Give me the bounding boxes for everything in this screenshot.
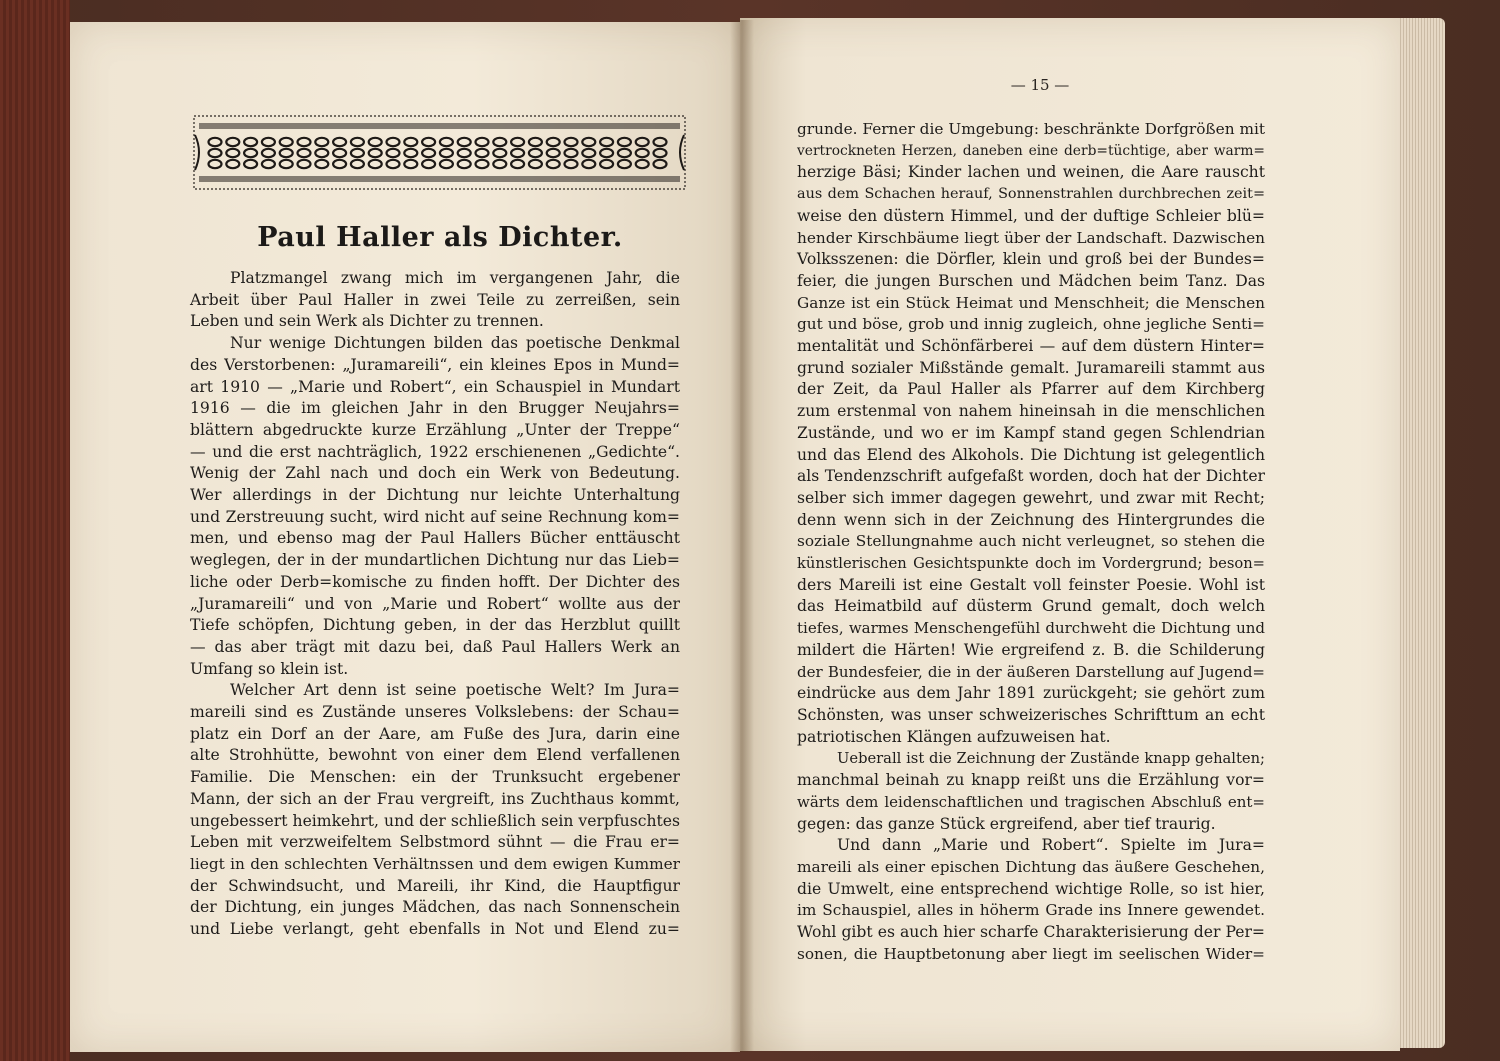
text-line: tiefes, warmes Menschengefühl durchweht die Dichtung und bbox=[797, 619, 1265, 638]
right-text-column bbox=[797, 119, 1265, 965]
text-line: mentalität und Schönfärberei — auf dem düstern Hinter= bbox=[797, 337, 1265, 356]
text-line: manchmal beinah zu knapp reißt uns die Erzählung vor= bbox=[797, 771, 1265, 790]
text-line: denn wenn sich in der Zeichnung des Hintergrundes die bbox=[797, 510, 1265, 529]
text-line: mareili als einer epischen Dichtung das äußere Geschehen, bbox=[797, 857, 1265, 876]
text-line: mareili sind es Zustände unseres Volkslebens: der Schau= bbox=[190, 703, 680, 722]
text-line: Schönsten, was unser schweizerisches Schrifttum an echt bbox=[797, 705, 1265, 724]
text-line: Arbeit über Paul Haller in zwei Teile zu zerreißen, sein bbox=[190, 290, 680, 309]
text-line: der Zeit, da Paul Haller als Pfarrer auf dem Kirchberg bbox=[797, 380, 1265, 399]
text-line: Leben mit verzweifeltem Selbstmord sühnt — die Frau er= bbox=[190, 833, 680, 852]
text-line: mildert die Härten! Wie ergreifend z. B. die Schilderung bbox=[797, 640, 1265, 659]
text-line: feier, die jungen Burschen und Mädchen beim Tanz. Das bbox=[797, 271, 1265, 290]
text-line: soziale Stellungnahme auch nicht verleugnet, so stehen die bbox=[797, 532, 1265, 551]
text-line: des Verstorbenen: „Juramareili“, ein kleines Epos in Mund= bbox=[190, 355, 680, 374]
text-line: ders Mareili ist eine Gestalt voll feinster Poesie. Wohl ist bbox=[797, 575, 1265, 594]
text-line: der Bundesfeier, die in der äußeren Darstellung auf Jugend= bbox=[797, 662, 1265, 681]
text-line: Zustände, und wo er im Kampf stand gegen Schlendrian bbox=[797, 423, 1265, 442]
text-line: ungebessert heimkehrt, und der schließlich sein verpfuschtes bbox=[190, 811, 680, 830]
text-line: Ganze ist ein Stück Heimat und Menschheit; die Menschen bbox=[797, 293, 1265, 312]
text-line: Platzmangel zwang mich im vergangenen Jahr, die bbox=[230, 269, 680, 287]
text-line: grund sozialer Mißstände gemalt. Juramareili stammt aus bbox=[797, 358, 1265, 377]
text-line: Und dann „Marie und Robert“. Spielte im Jura= bbox=[837, 836, 1265, 855]
text-line: — das aber trägt mit dazu bei, daß Paul Hallers Werk an bbox=[190, 637, 680, 656]
text-line: liegt in den schlechten Verhältnssen und dem ewigen Kummer bbox=[190, 854, 680, 873]
text-line: Familie. Die Menschen: ein der Trunksucht ergebener bbox=[190, 768, 680, 787]
text-line: die Umwelt, eine entsprechend wichtige Rolle, so ist hier, bbox=[797, 879, 1265, 898]
text-line: künstlerischen Gesichtspunkte doch im Vordergrund; beson= bbox=[797, 555, 1265, 573]
text-line: alte Strohhütte, bewohnt von einer dem Elend verfallenen bbox=[190, 746, 680, 765]
text-line: liche oder Derb=komische zu finden hofft. Der Dichter des bbox=[190, 572, 680, 591]
text-line: zum erstenmal von nahem hineinsah in die menschlichen bbox=[797, 402, 1265, 421]
text-line: hender Kirschbäume liegt über der Landschaft. Dazwischen bbox=[797, 228, 1265, 247]
text-line: gegen: das ganze Stück ergreifend, aber tief traurig. bbox=[797, 814, 1216, 833]
text-line: Tiefe schöpfen, Dichtung geben, in der das Herzblut quillt bbox=[190, 616, 680, 635]
text-line: selber sich immer dagegen gewehrt, und zwar mit Recht; bbox=[797, 488, 1265, 507]
text-line: platz ein Dorf an der Aare, am Fuße des Jura, darin eine bbox=[190, 724, 680, 743]
text-line: Wenig der Zahl nach und doch ein Werk von Bedeutung. bbox=[190, 464, 680, 483]
text-line: Wohl gibt es auch hier scharfe Charakterisierung der Per= bbox=[797, 923, 1265, 942]
page-number: — 15 — bbox=[1010, 76, 1070, 94]
text-line: art 1910 — „Marie und Robert“, ein Schauspiel in Mundart bbox=[190, 377, 680, 396]
book-gutter bbox=[730, 20, 754, 1052]
text-line: weise den düstern Himmel, und der duftige Schleier blü= bbox=[797, 206, 1265, 225]
text-line: Nur wenige Dichtungen bilden das poetische Denkmal bbox=[230, 334, 680, 353]
article-title: Paul Haller als Dichter. bbox=[257, 222, 623, 253]
text-line: Mann, der sich an der Frau vergreift, ins Zuchthaus kommt, bbox=[190, 789, 680, 808]
text-line: und Liebe verlangt, geht ebenfalls in Not und Elend zu= bbox=[190, 920, 680, 939]
text-line: — und die erst nachträglich, 1922 erschienenen „Gedichte“. bbox=[190, 442, 680, 461]
text-line: gut und böse, grob und innig zugleich, ohne jegliche Senti= bbox=[797, 315, 1265, 334]
text-line: patriotischen Klängen aufzuweisen hat. bbox=[797, 727, 1111, 746]
text-line: Wer allerdings in der Dichtung nur leichte Unterhaltung bbox=[190, 486, 680, 505]
text-line: eindrücke aus dem Jahr 1891 zurückgeht; sie gehört zum bbox=[797, 684, 1265, 703]
text-line: das Heimatbild auf düsterm Grund gemalt, doch welch bbox=[797, 597, 1265, 616]
text-line: und Zerstreuung sucht, wird nicht auf seine Rechnung kom= bbox=[190, 507, 680, 526]
text-line: 1916 — die im gleichen Jahr in den Brugger Neujahrs= bbox=[190, 399, 680, 418]
text-line: men, und ebenso mag der Paul Hallers Bücher enttäuscht bbox=[190, 529, 680, 548]
text-line: Umfang so klein ist. bbox=[190, 659, 349, 678]
text-line: der Dichtung, ein junges Mädchen, das nach Sonnenschein bbox=[190, 898, 680, 917]
text-line: grunde. Ferner die Umgebung: beschränkte Dorfgrößen mit bbox=[797, 120, 1265, 138]
text-line: Volksszenen: die Dörfler, klein und groß bei der Bundes= bbox=[797, 250, 1265, 269]
text-line: herzige Bäsi; Kinder lachen und weinen, die Aare rauscht bbox=[797, 163, 1265, 182]
ornamental-header-icon bbox=[193, 115, 686, 190]
text-line: und das Elend des Alkohols. Die Dichtung ist gelegentlich bbox=[797, 445, 1265, 464]
text-line: vertrockneten Herzen, daneben eine derb=tüchtige, aber warm= bbox=[797, 142, 1265, 159]
text-line: sonen, die Hauptbetonung aber liegt im seelischen Wider= bbox=[797, 944, 1265, 963]
text-line: der Schwindsucht, und Mareili, ihr Kind, die Hauptfigur bbox=[190, 876, 680, 895]
page-stack-edge bbox=[1395, 18, 1445, 1048]
text-line: Leben und sein Werk als Dichter zu trennen. bbox=[190, 312, 544, 331]
text-line: im Schauspiel, alles in höherm Grade ins Innere gewendet. bbox=[797, 901, 1265, 920]
text-line: blättern abgedruckte kurze Erzählung „Unter der Treppe“ bbox=[190, 420, 680, 439]
text-line: aus dem Schachen herauf, Sonnenstrahlen durchbrechen zeit= bbox=[797, 186, 1265, 203]
text-line: Welcher Art denn ist seine poetische Welt? Im Jura= bbox=[230, 681, 680, 700]
book-cover-edge bbox=[0, 0, 70, 1061]
text-line: weglegen, der in der mundartlichen Dichtung nur das Lieb= bbox=[190, 551, 680, 570]
left-text-column bbox=[190, 268, 680, 941]
text-line: wärts dem leidenschaftlichen und tragischen Abschluß ent= bbox=[797, 792, 1265, 811]
text-line: als Tendenzschrift aufgefaßt worden, doch hat der Dichter bbox=[797, 467, 1265, 486]
text-line: „Juramareili“ und von „Marie und Robert“ wollte aus der bbox=[190, 594, 680, 613]
text-line: Ueberall ist die Zeichnung der Zustände knapp gehalten; bbox=[837, 750, 1265, 768]
